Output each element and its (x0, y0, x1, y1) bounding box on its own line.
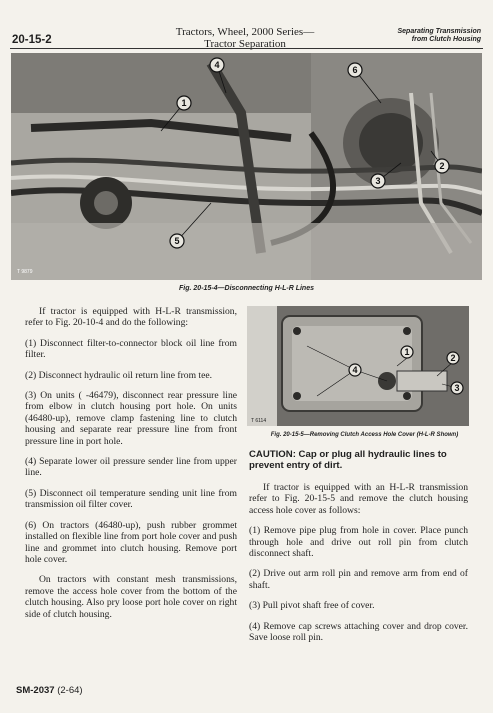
header-rule (10, 48, 483, 49)
fig1-callout-6 (348, 63, 362, 77)
left-step-6: (6) On tractors (46480-up), push rubber grommet installed on flexible line from port hole cover and push line and grommet into clutch housing. Remove port hole cover. (25, 519, 237, 565)
svg-text:6: 6 (352, 65, 358, 75)
fig1-callout-4 (210, 58, 224, 72)
fig1-callout-3 (371, 174, 385, 188)
caution-note: CAUTION: Cap or plug all hydraulic lines to prevent entry of dirt. (249, 449, 447, 471)
fig1-callout-2 (435, 159, 449, 173)
header-section-line2: from Clutch Housing (411, 36, 481, 43)
svg-text:4: 4 (352, 365, 358, 375)
left-step-1: (1) Disconnect filter-to-connector block oil line from filter. (25, 337, 237, 361)
fig2-callout-4 (349, 364, 361, 376)
figure2-caption: Fig. 20-15-5—Removing Clutch Access Hole Cover (H-L-R Shown) (270, 432, 459, 438)
fig2-callout-2 (447, 352, 459, 364)
left-column (25, 306, 237, 629)
left-step-4: (4) Separate lower oil pressure sender line from upper line. (25, 456, 237, 479)
page-footer (16, 685, 83, 696)
header-section (397, 28, 481, 44)
fig2-callout-3 (451, 382, 463, 394)
left-step-3: (3) On units ( -46479), disconnect rear pressure line from elbow in clutch housing port hole. On units (46480-up), remove clamp fastening line to clutch housing and separate rear pressure line from front pressure line in port hole. (25, 390, 237, 447)
fig2-tag: T 6114 (251, 418, 267, 424)
svg-text:5: 5 (174, 236, 180, 246)
svg-text:3: 3 (375, 176, 381, 186)
right-intro: If tractor is equipped with an H-L-R transmission refer to Fig. 20-15-5 and remove the clutch housing access hole cover as follows: (249, 482, 468, 516)
fig1-callout-1 (177, 96, 191, 110)
svg-text:1: 1 (181, 98, 187, 108)
header-section-line1: Separating Transmission (397, 28, 481, 35)
page-number: 20-15-2 (12, 34, 52, 46)
figure-hlr-lines-photo (11, 53, 482, 280)
footer-date: (2-64) (57, 685, 83, 696)
right-column (249, 449, 468, 652)
figure-clutch-access-cover-photo (247, 306, 469, 426)
left-constant-mesh: On tractors with constant mesh transmissions, remove the access hole cover from the bottom of the clutch housing. Also pry loose port hole cover on right side of clutch housing. (25, 574, 237, 620)
right-step-4: (4) Remove cap screws attaching cover and drop cover. Save loose roll pin. (249, 620, 468, 644)
header-title-line1: Tractors, Wheel, 2000 Series— (175, 26, 315, 38)
fig2-callout-1 (401, 346, 413, 358)
left-step-5: (5) Disconnect oil temperature sending unit line from transmission oil filter cover. (25, 487, 237, 511)
right-step-3: (3) Pull pivot shaft free of cover. (249, 600, 375, 612)
svg-text:2: 2 (450, 353, 456, 363)
header-title (150, 26, 340, 50)
svg-text:4: 4 (214, 60, 220, 70)
left-step-2: (2) Disconnect hydraulic oil return line from tee. (25, 369, 213, 381)
header-title-line2: Tractor Separation (204, 38, 286, 50)
svg-text:1: 1 (404, 347, 410, 357)
svg-text:3: 3 (454, 383, 460, 393)
fig1-callout-5 (170, 234, 184, 248)
fig1-tag: T 9879 (17, 269, 33, 275)
left-intro: If tractor is equipped with H-L-R transmission, refer to Fig. 20-10-4 and do the following: (25, 306, 237, 329)
right-step-2: (2) Drive out arm roll pin and remove arm from end of shaft. (249, 568, 468, 591)
svg-text:2: 2 (439, 161, 445, 171)
right-step-1: (1) Remove pipe plug from hole in cover. Place punch through hole and drive out roll pin from clutch disconnect shaft. (249, 525, 468, 560)
figure1-caption: Fig. 20-15-4—Disconnecting H-L-R Lines (179, 285, 314, 292)
footer-code: SM-2037 (16, 685, 55, 696)
